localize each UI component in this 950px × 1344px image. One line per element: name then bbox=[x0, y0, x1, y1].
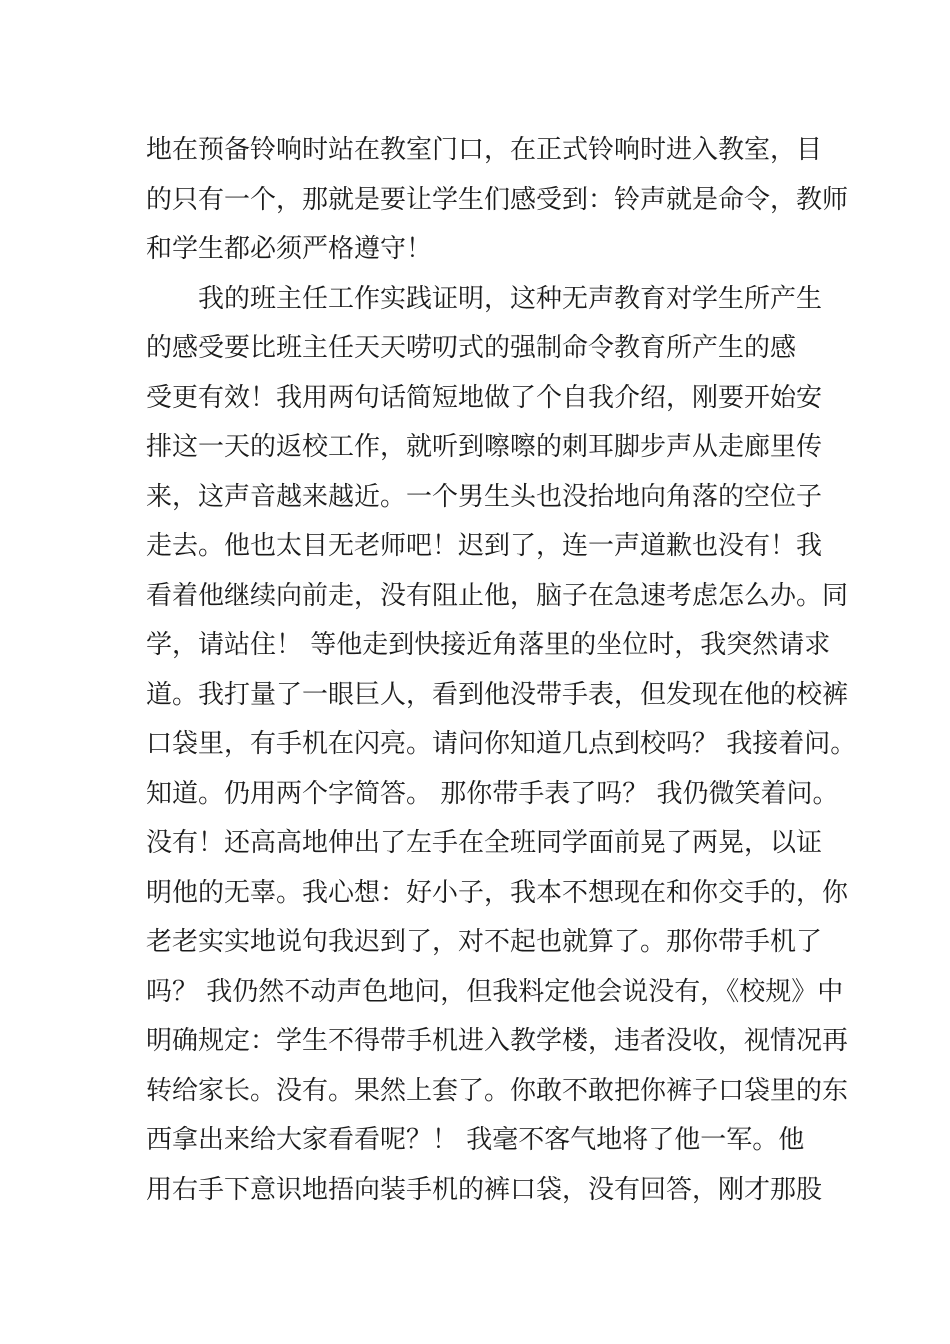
text-line: 学，请站住！ 等他走到快接近角落里的坐位时，我突然请求 bbox=[146, 630, 831, 660]
text-line: 吗？ 我仍然不动声色地问，但我料定他会说没有，《校规》中 bbox=[146, 976, 844, 1007]
text-line: 和学生都必须严格遵守！ bbox=[146, 234, 433, 264]
text-line: 用右手下意识地捂向装手机的裤口袋，没有回答，刚才那股 bbox=[146, 1174, 823, 1205]
text-line: 明他的无辜。我心想：好小子，我本不想现在和你交手的，你 bbox=[146, 877, 849, 908]
text-line: 没有！还高高地伸出了左手在全班同学面前晃了两晃，以证 bbox=[146, 828, 823, 858]
text-line: 西拿出来给大家看看呢？！ 我毫不客气地将了他一军。他 bbox=[146, 1125, 805, 1155]
body-text bbox=[146, 126, 857, 1215]
text-line: 地在预备铃响时站在教室门口，在正式铃响时进入教室，目 bbox=[146, 135, 823, 165]
text-line: 受更有效！我用两句话简短地做了个自我介绍，刚要开始安 bbox=[146, 382, 823, 413]
paragraph-first-line: 我的班主任工作实践证明，这种无声教育对学生所产生 bbox=[198, 283, 823, 314]
text-line: 转给家长。没有。果然上套了。你敢不敢把你裤子口袋里的东 bbox=[146, 1075, 849, 1106]
text-line: 的只有一个，那就是要让学生们感受到：铃声就是命令，教师 bbox=[146, 184, 849, 215]
text-line: 明确规定：学生不得带手机进入教学楼，违者没收，视情况再 bbox=[146, 1026, 849, 1056]
text-line: 来，这声音越来越近。一个男生头也没抬地向角落的空位子 bbox=[146, 481, 823, 512]
text-line: 看着他继续向前走，没有阻止他，脑子在急速考虑怎么办。同 bbox=[146, 580, 849, 611]
text-line: 排这一天的返校工作，就听到嚓嚓的刺耳脚步声从走廊里传 bbox=[146, 432, 823, 462]
text-line: 走去。他也太目无老师吧！迟到了，连一声道歉也没有！我 bbox=[146, 531, 823, 561]
text-line: 知道。仍用两个字简答。 那你带手表了吗？ 我仍微笑着问。 bbox=[146, 778, 839, 809]
text-line: 口袋里，有手机在闪亮。请问你知道几点到校吗？ 我接着问。 bbox=[146, 729, 857, 759]
text-line: 的感受要比班主任天天唠叨式的强制命令教育所产生的感 bbox=[146, 333, 797, 363]
text-line: 老老实实地说句我迟到了，对不起也就算了。那你带手机了 bbox=[146, 927, 823, 957]
text-line: 道。我打量了一眼巨人，看到他没带手表，但发现在他的校裤 bbox=[146, 679, 849, 710]
